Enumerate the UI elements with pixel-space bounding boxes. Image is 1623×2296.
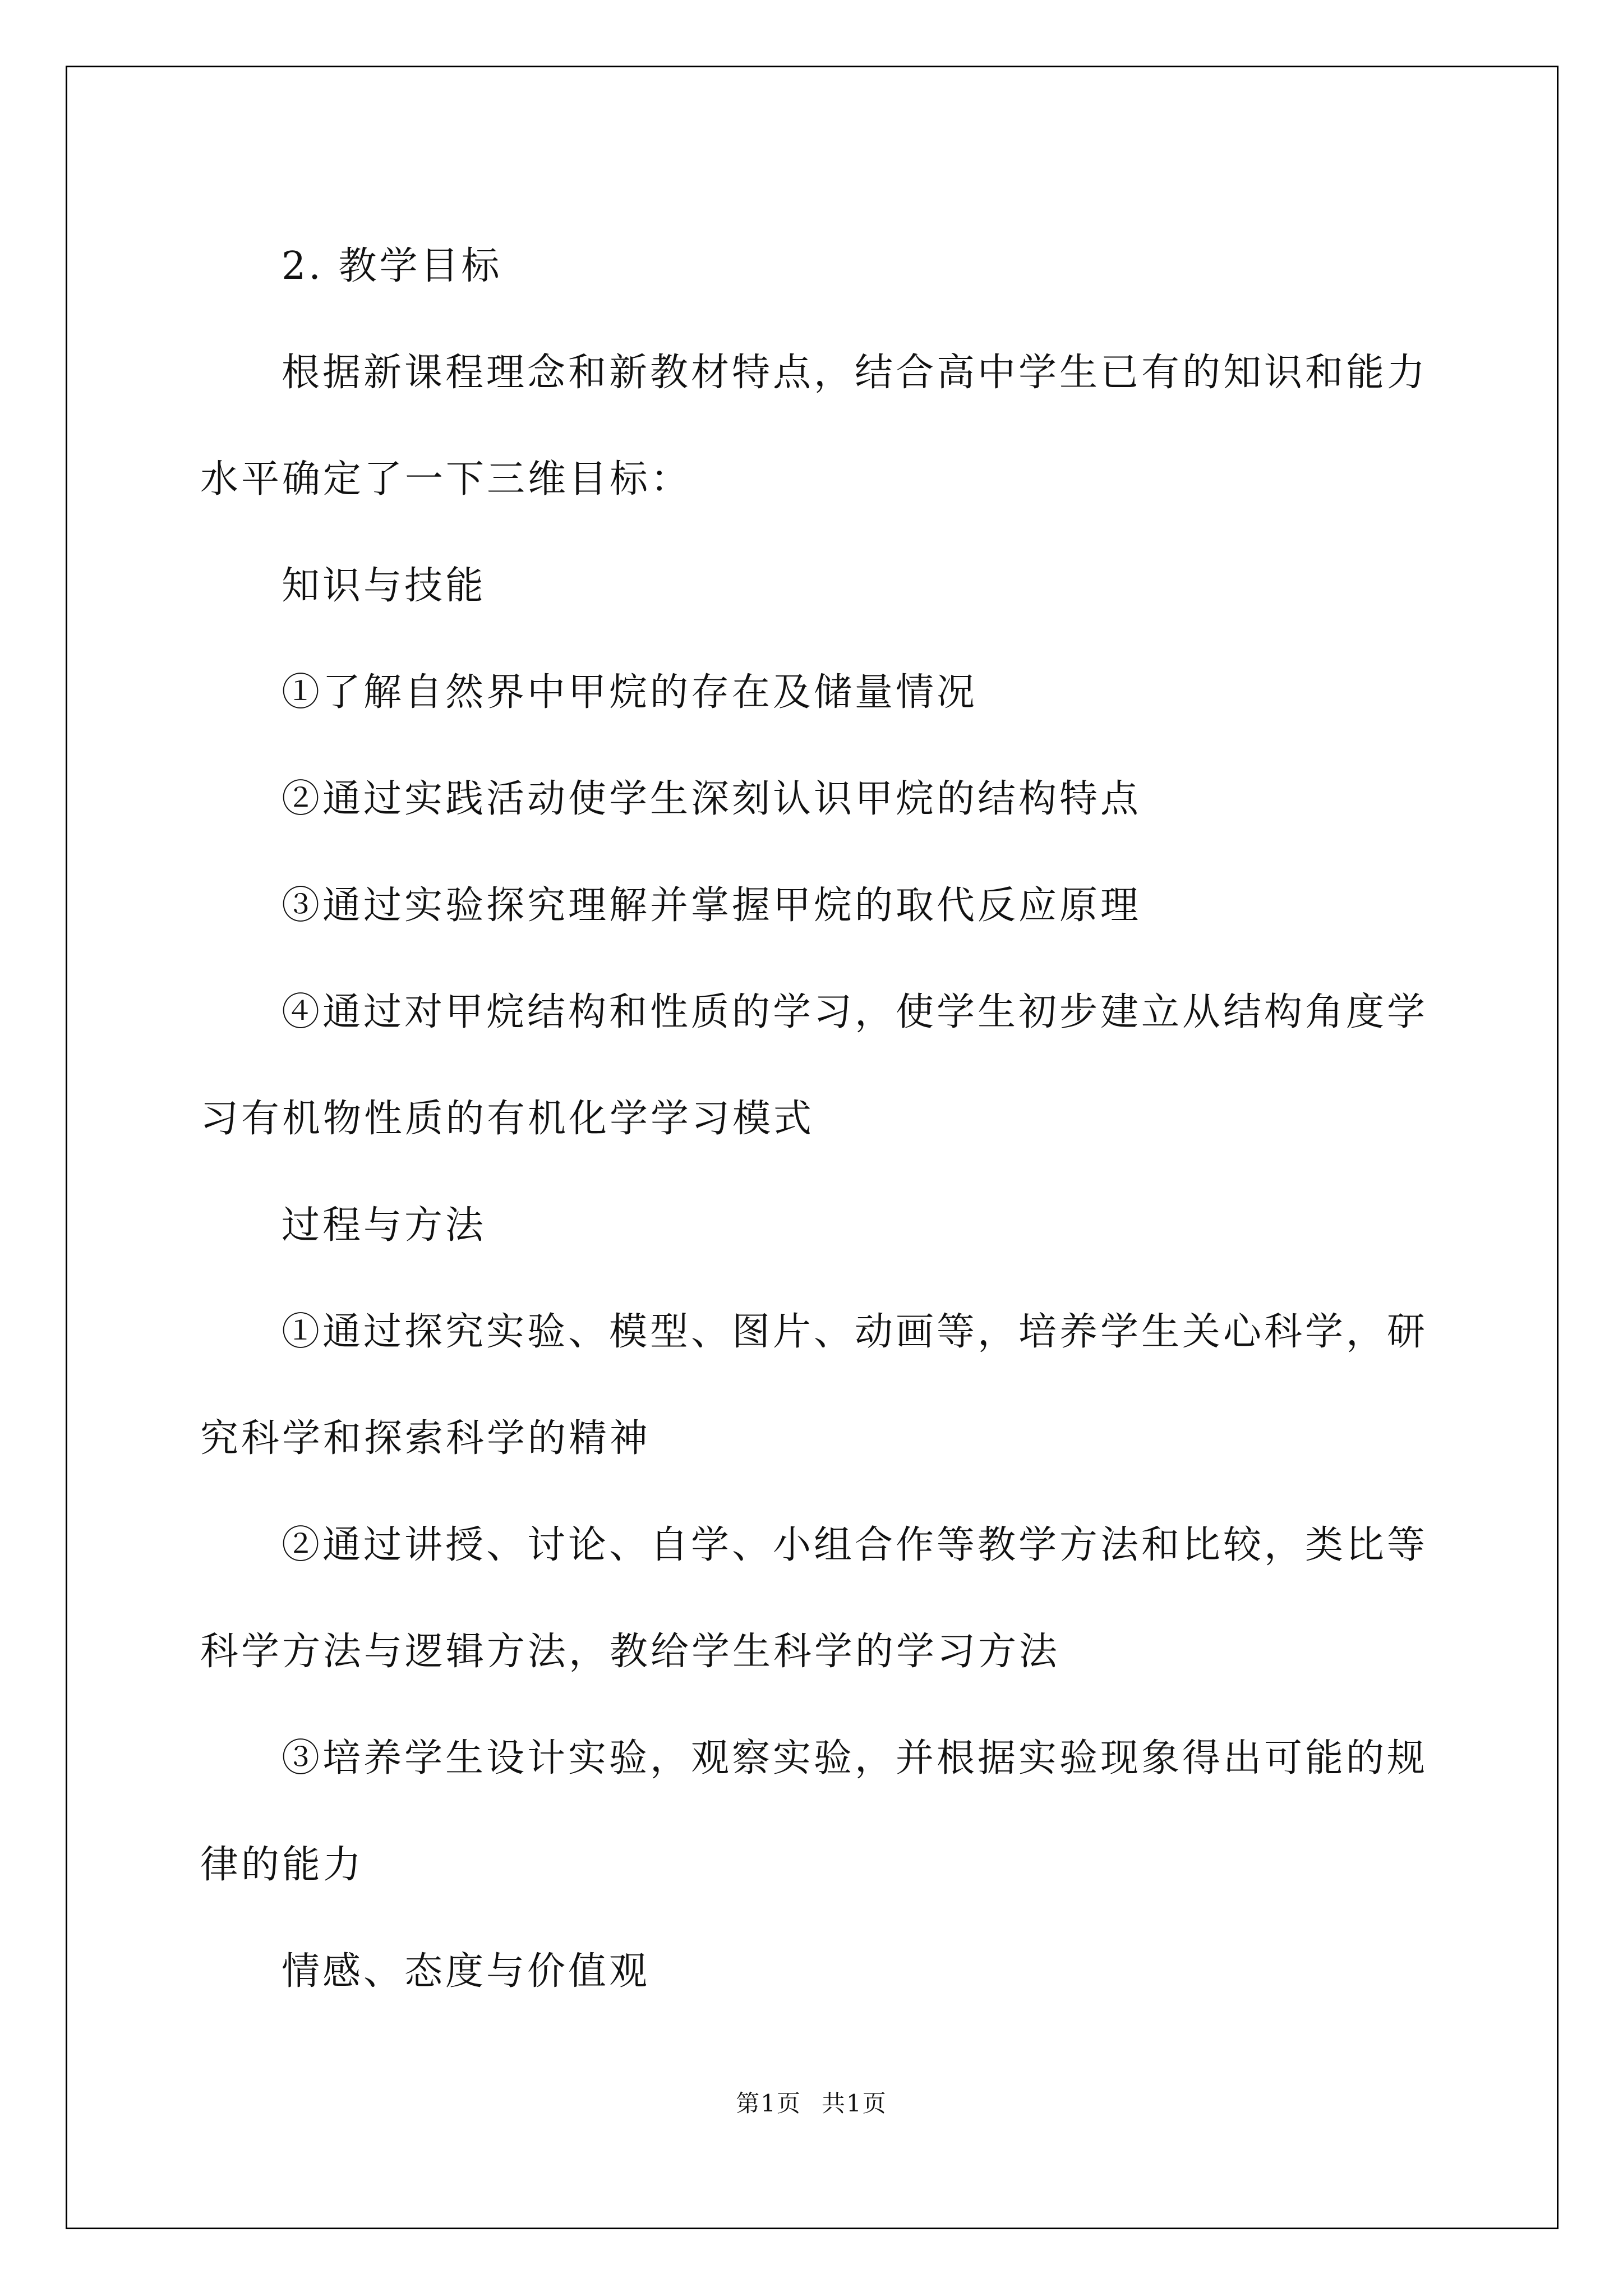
list-item: ③通过实验探究理解并掌握甲烷的取代反应原理 bbox=[282, 884, 1142, 928]
list-item-continuation: 习有机物性质的有机化学学习模式 bbox=[200, 1097, 815, 1141]
subheading: 情感、态度与价值观 bbox=[282, 1949, 651, 1994]
list-item-continuation: 律的能力 bbox=[200, 1843, 365, 1887]
paragraph-line: 根据新课程理念和新教材特点，结合高中学生已有的知识和能力 bbox=[282, 351, 1428, 395]
subheading: 过程与方法 bbox=[282, 1203, 487, 1248]
document-body bbox=[200, 213, 1434, 2025]
page-footer bbox=[0, 2087, 1623, 2120]
list-item: ④通过对甲烷结构和性质的学习，使学生初步建立从结构角度学 bbox=[282, 990, 1428, 1034]
list-item: ②通过讲授、讨论、自学、小组合作等教学方法和比较，类比等 bbox=[282, 1523, 1428, 1567]
section-heading: 2. 教学目标 bbox=[282, 244, 502, 288]
list-item-continuation: 究科学和探索科学的精神 bbox=[200, 1416, 651, 1461]
subheading: 知识与技能 bbox=[282, 564, 487, 608]
page-number: 第1页 bbox=[736, 2090, 801, 2117]
list-item-continuation: 科学方法与逻辑方法，教给学生科学的学习方法 bbox=[200, 1630, 1061, 1674]
list-item: ①通过探究实验、模型、图片、动画等，培养学生关心科学，研 bbox=[282, 1310, 1428, 1354]
list-item: ①了解自然界中甲烷的存在及储量情况 bbox=[282, 670, 978, 715]
page-total: 共1页 bbox=[822, 2090, 887, 2117]
list-item: ③培养学生设计实验，观察实验，并根据实验现象得出可能的规 bbox=[282, 1736, 1428, 1780]
paragraph-line: 水平确定了一下三维目标： bbox=[200, 457, 692, 501]
list-item: ②通过实践活动使学生深刻认识甲烷的结构特点 bbox=[282, 777, 1142, 821]
